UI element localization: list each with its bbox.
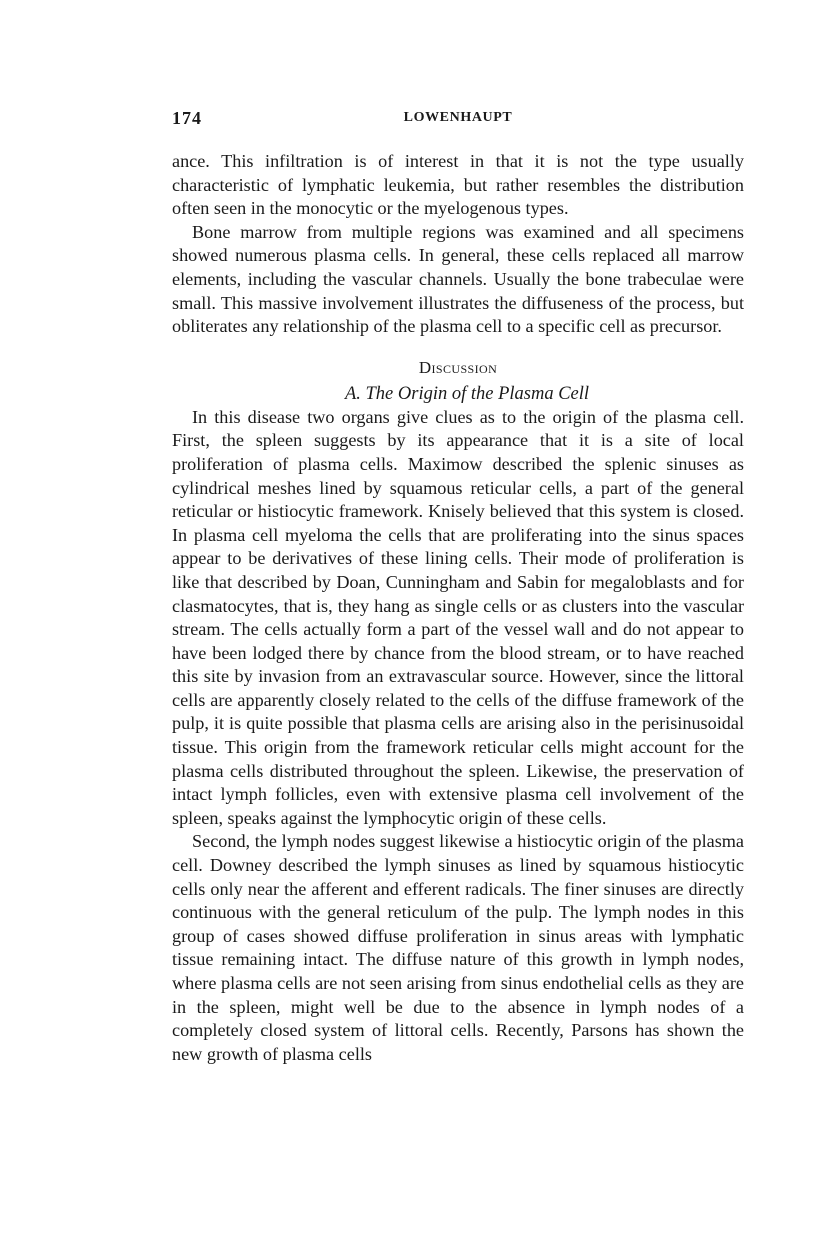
- subsection-heading-origin: A. The Origin of the Plasma Cell: [344, 383, 590, 404]
- body-text: [172, 150, 744, 1066]
- paragraph-lymph-nodes: Second, the lymph nodes suggest likewise a histiocytic origin of the plasma cell. Downey described the lymph sinuses as lined by squamous histiocytic cells only near the afferent and efferent radicals. The finer sinuses are directly continuous with the general reticulum of the pulp. The lymph nodes in this group of cases showed diffuse proliferation in sinus areas with lymphatic tissue remaining intact. The diffuse nature of this growth in lymph nodes, where plasma cells are not seen arising from sinus endothelial cells as they are in the spleen, might well be due to the absence in lymph nodes of a completely closed system of littoral cells. Recently, Parsons has shown the new growth of plasma cells: [172, 831, 744, 1064]
- paragraph-spleen: In this disease two organs give clues as to the origin of the plasma cell. First, the spleen suggests by its appearance that it is a site of local proliferation of plasma cells. Maximow described the splenic sinuses as cylindrical meshes lined by squamous reticular cells, a part of the general reticular or histiocytic framework. Knisely believed that this system is closed. In plasma cell myeloma the cells that are proliferating into the sinus spaces appear to be derivatives of these lining cells. Their mode of proliferation is like that described by Doan, Cunningham and Sabin for megaloblasts and for clasmatocytes, that is, they hang as single cells or as clusters into the vascular stream. The cells actually form a part of the vessel wall and do not appear to have been lodged there by chance from the blood stream, or to have reached this site by invasion from an extravascular source. However, since the littoral cells are apparently closely related to the cells of the diffuse framework of the pulp, it is quite possible that plasma cells are arising also in the perisinusoidal tissue. This origin from the framework reticular cells might account for the plasma cells distributed throughout the spleen. Likewise, the preservation of intact lymph follicles, even with extensive plasma cell involvement of the spleen, speaks against the lymphocytic origin of these cells.: [172, 406, 744, 828]
- page-number: 174: [172, 108, 202, 128]
- paragraph-continued: ance. This infiltration is of interest in that it is not the type usually characteristic of lymphatic leukemia, but rather resembles the distribution often seen in the monocytic or the myelogenous types.: [172, 151, 744, 219]
- running-head: [172, 108, 744, 130]
- page: [172, 108, 744, 1066]
- section-heading-discussion: Discussion: [418, 357, 498, 377]
- running-title: LOWENHAUPT: [403, 110, 513, 125]
- paragraph-bone-marrow: Bone marrow from multiple regions was examined and all specimens showed numerous plasma cells. In general, these cells replaced all marrow elements, including the vascular channels. Usually the bone trabeculae were small. This massive involvement illustrates the diffuseness of the process, but obliterates any relationship of the plasma cell to a specific cell as precursor.: [172, 221, 744, 337]
